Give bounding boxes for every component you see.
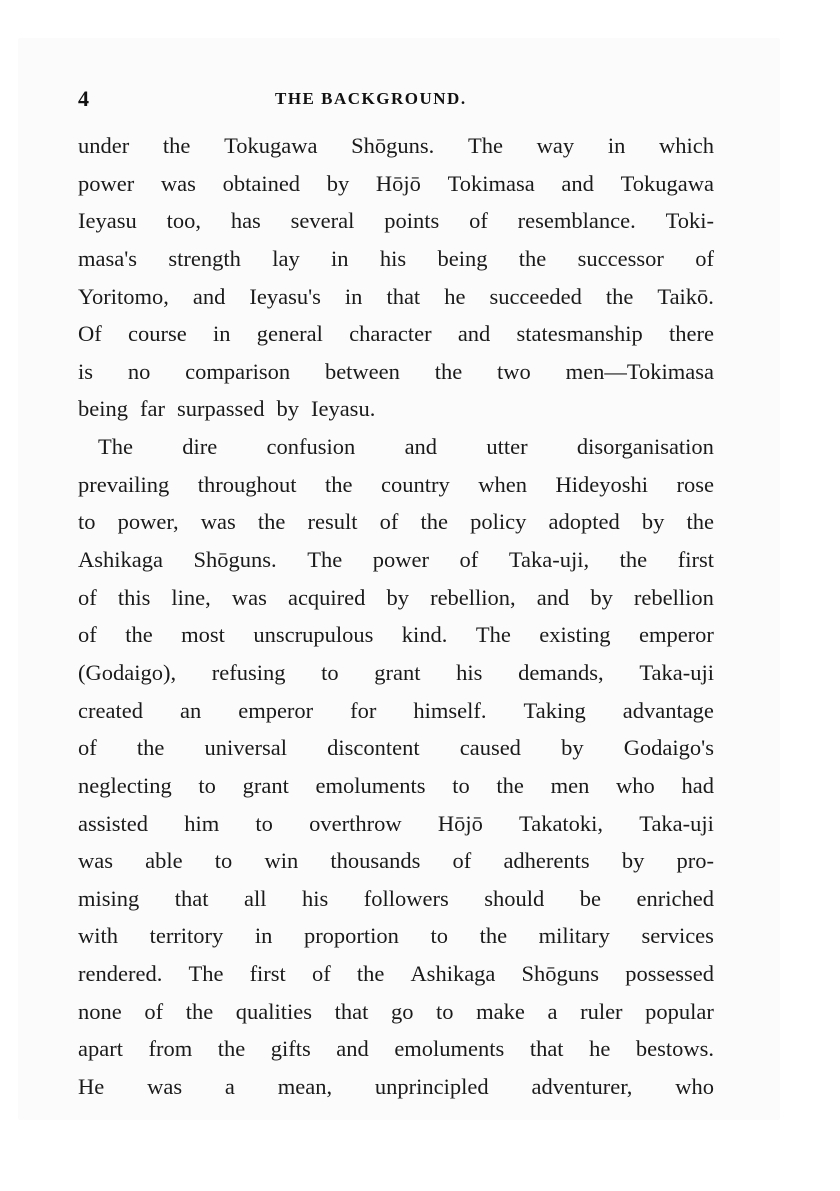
- word: rebellion,: [430, 584, 516, 610]
- word: and: [336, 1036, 369, 1062]
- word: by: [326, 170, 350, 196]
- word: apart: [78, 1036, 123, 1062]
- word: with: [78, 923, 119, 949]
- word: Taikō.: [657, 283, 714, 309]
- word: confusion: [266, 434, 356, 460]
- word: resemblance.: [517, 208, 636, 234]
- word: the: [324, 471, 353, 497]
- word: general: [256, 321, 323, 347]
- word: mean,: [277, 1074, 333, 1100]
- word: comparison: [185, 358, 291, 384]
- word: enriched: [636, 885, 714, 911]
- word: Of: [78, 321, 102, 347]
- running-head: [0, 82, 840, 116]
- text-line-24: [78, 993, 714, 1031]
- text-line-26: [78, 1068, 714, 1106]
- word: of: [452, 848, 472, 874]
- word: his: [302, 885, 329, 911]
- word: to: [198, 772, 216, 798]
- word: emoluments: [315, 772, 426, 798]
- word: emoluments: [394, 1036, 505, 1062]
- word: to: [214, 848, 233, 874]
- word: by: [276, 396, 299, 422]
- text-line-25: [78, 1030, 714, 1068]
- word: and: [192, 283, 226, 309]
- word: in: [331, 245, 349, 271]
- word: and: [457, 321, 491, 347]
- word: Hōjō: [375, 170, 421, 196]
- text-line-12: [78, 541, 714, 579]
- word: the: [185, 998, 214, 1024]
- word: power: [372, 547, 429, 573]
- word: rendered.: [78, 961, 163, 987]
- word: Yoritomo,: [78, 283, 169, 309]
- word: was: [200, 509, 236, 535]
- word: which: [659, 133, 714, 158]
- word: was: [160, 170, 196, 196]
- word: should: [484, 885, 545, 911]
- word: emperor: [638, 622, 714, 648]
- word: his: [456, 659, 483, 685]
- word: proportion: [303, 923, 399, 949]
- text-line-9: [78, 428, 714, 466]
- word: and: [561, 170, 594, 196]
- word: his: [379, 245, 407, 271]
- word: of: [459, 547, 479, 573]
- word: that: [174, 885, 209, 911]
- word: make: [476, 998, 525, 1024]
- text-line-3: [78, 202, 714, 240]
- word: and: [404, 434, 438, 460]
- word: in: [254, 923, 273, 949]
- word: adherents: [503, 848, 590, 874]
- word: utter: [486, 434, 528, 460]
- word: power,: [117, 509, 179, 535]
- word: refusing: [211, 659, 286, 685]
- word: emperor: [238, 697, 314, 723]
- word: an: [179, 697, 202, 723]
- word: Shōguns.: [193, 547, 277, 573]
- word: points: [384, 208, 440, 234]
- word: of: [78, 735, 97, 761]
- text-line-21: [78, 880, 714, 918]
- word: men: [550, 772, 590, 798]
- word: being: [437, 245, 488, 271]
- word: to: [255, 810, 273, 836]
- word: a: [547, 998, 558, 1024]
- word: to: [78, 509, 96, 535]
- word: overthrow: [309, 810, 402, 836]
- word: the: [162, 133, 191, 158]
- word: qualities: [235, 998, 313, 1024]
- page-number: 4: [78, 86, 89, 111]
- word: him: [184, 810, 220, 836]
- word: of: [78, 622, 97, 648]
- word: the: [217, 1036, 246, 1062]
- word: power: [78, 170, 135, 196]
- word: of: [469, 208, 488, 234]
- word: Ashikaga: [78, 547, 163, 573]
- word: of: [379, 509, 399, 535]
- word: unprincipled: [374, 1074, 489, 1100]
- word: grant: [374, 659, 421, 685]
- word: of: [695, 245, 714, 271]
- text-line-5: [78, 278, 714, 316]
- word: created: [78, 697, 143, 723]
- word: assisted: [78, 810, 148, 836]
- word: himself.: [413, 697, 487, 723]
- word: succeeded: [489, 283, 582, 309]
- word: from: [148, 1036, 193, 1062]
- word: Hideyoshi: [555, 471, 648, 497]
- word: strength: [168, 245, 241, 271]
- word: the: [686, 509, 714, 535]
- word: thousands: [330, 848, 421, 874]
- word: by: [561, 735, 584, 761]
- word: Godaigo's: [623, 735, 714, 761]
- word: several: [290, 208, 355, 234]
- word: The: [467, 133, 503, 158]
- word: The: [307, 547, 343, 573]
- word: of: [78, 584, 97, 610]
- word: popular: [645, 998, 714, 1024]
- text-line-17: [78, 729, 714, 767]
- text-line-1: [78, 127, 714, 165]
- word: kind.: [401, 622, 448, 648]
- word: rose: [676, 471, 714, 497]
- word: and: [536, 584, 570, 610]
- word: Shōguns.: [351, 133, 435, 158]
- text-line-2: [78, 165, 714, 203]
- text-line-23: [78, 955, 714, 993]
- word: able: [145, 848, 183, 874]
- word: had: [681, 772, 714, 798]
- word: Tokugawa: [620, 170, 714, 196]
- word: by: [641, 509, 665, 535]
- word: has: [230, 208, 261, 234]
- word: policy: [470, 509, 527, 535]
- word: for: [350, 697, 377, 723]
- word: character: [349, 321, 432, 347]
- word: military: [538, 923, 610, 949]
- word: two: [497, 358, 531, 384]
- word: too,: [166, 208, 201, 234]
- word: surpassed: [176, 396, 265, 422]
- word: masa's: [78, 245, 138, 271]
- word: of: [311, 961, 331, 987]
- text-line-14: [78, 616, 714, 654]
- word: men—Tokimasa: [565, 358, 714, 384]
- word: Takatoki,: [519, 810, 604, 836]
- word: he: [444, 283, 466, 309]
- word: the: [434, 358, 463, 384]
- word: the: [257, 509, 286, 535]
- word: a: [224, 1074, 235, 1100]
- word: between: [324, 358, 400, 384]
- word: Ieyasu: [78, 208, 137, 234]
- text-line-4: [78, 240, 714, 278]
- text-line-8: [78, 390, 714, 428]
- word: grant: [242, 772, 289, 798]
- text-line-13: [78, 579, 714, 617]
- word: mising: [78, 885, 140, 911]
- word: first: [677, 547, 714, 573]
- word: Taka-uji: [639, 659, 714, 685]
- word: the: [420, 509, 448, 535]
- word: He: [78, 1074, 105, 1100]
- word: by: [590, 584, 613, 610]
- word: obtained: [222, 170, 301, 196]
- word: most: [181, 622, 225, 648]
- word: the: [496, 772, 524, 798]
- word: far: [140, 396, 165, 422]
- word: under: [78, 133, 130, 158]
- text-line-16: [78, 692, 714, 730]
- text-line-20: [78, 842, 714, 880]
- word: adventurer,: [531, 1074, 633, 1100]
- word: existing: [539, 622, 611, 648]
- word: followers: [363, 885, 449, 911]
- word: territory: [149, 923, 224, 949]
- word: who: [675, 1074, 714, 1100]
- word: was: [78, 848, 113, 874]
- word: The: [98, 434, 133, 460]
- word: the: [356, 961, 385, 987]
- word: lay: [272, 245, 300, 271]
- word: (Godaigo),: [78, 659, 177, 685]
- word: none: [78, 998, 122, 1024]
- word: acquired: [287, 584, 366, 610]
- word: the: [619, 547, 648, 573]
- word: Shōguns: [521, 961, 600, 987]
- word: country: [380, 471, 450, 497]
- word: when: [478, 471, 527, 497]
- word: Tokimasa: [447, 170, 535, 196]
- word: caused: [459, 735, 521, 761]
- word: who: [616, 772, 655, 798]
- word: by: [386, 584, 409, 610]
- word: Tokugawa: [224, 133, 318, 158]
- word: Taka-uji,: [508, 547, 590, 573]
- word: bestows.: [635, 1036, 714, 1062]
- word: Taka-uji: [639, 810, 714, 836]
- word: in: [212, 321, 231, 347]
- word: he: [589, 1036, 611, 1062]
- word: being: [78, 396, 128, 422]
- word: adopted: [548, 509, 620, 535]
- word: Toki-: [665, 208, 714, 234]
- word: universal: [204, 735, 287, 761]
- word: dire: [182, 434, 218, 460]
- word: Taking: [523, 697, 586, 723]
- word: is: [78, 358, 94, 384]
- text-line-19: [78, 805, 714, 843]
- text-line-15: [78, 654, 714, 692]
- word: go: [390, 998, 414, 1024]
- word: that: [386, 283, 421, 309]
- text-line-6: [78, 315, 714, 353]
- text-line-11: [78, 503, 714, 541]
- word: possessed: [625, 961, 714, 987]
- word: The: [188, 961, 224, 987]
- word: advantage: [622, 697, 714, 723]
- running-title: THE BACKGROUND.: [275, 89, 467, 108]
- word: be: [579, 885, 602, 911]
- word: was: [231, 584, 267, 610]
- word: Ashikaga: [410, 961, 496, 987]
- word: to: [452, 772, 470, 798]
- word: successor: [577, 245, 664, 271]
- word: there: [669, 321, 714, 347]
- word: the: [518, 245, 547, 271]
- word: throughout: [197, 471, 297, 497]
- word: Ieyasu.: [310, 396, 376, 422]
- word: prevailing: [78, 471, 170, 497]
- word: Ieyasu's: [249, 283, 321, 309]
- word: to: [436, 998, 454, 1024]
- word: course: [127, 321, 187, 347]
- word: of: [144, 998, 164, 1024]
- word: line,: [171, 584, 211, 610]
- text-line-18: [78, 767, 714, 805]
- word: no: [127, 358, 151, 384]
- word: the: [479, 923, 508, 949]
- word: first: [249, 961, 286, 987]
- word: statesmanship: [516, 321, 643, 347]
- word: services: [641, 923, 714, 949]
- word: rebellion: [633, 584, 714, 610]
- word: was: [147, 1074, 183, 1100]
- word: way: [536, 133, 575, 158]
- word: in: [607, 133, 626, 158]
- word: neglecting: [78, 772, 172, 798]
- word: result: [307, 509, 358, 535]
- word: unscrupulous: [253, 622, 374, 648]
- text-line-10: [78, 466, 714, 504]
- word: The: [475, 622, 511, 648]
- word: disorganisation: [576, 434, 714, 460]
- word: discontent: [327, 735, 420, 761]
- word: all: [244, 885, 267, 911]
- word: Hōjō: [437, 810, 483, 836]
- word: to: [321, 659, 339, 685]
- word: the: [605, 283, 634, 309]
- word: in: [344, 283, 363, 309]
- word: pro-: [676, 848, 714, 874]
- word: the: [136, 735, 165, 761]
- word: to: [430, 923, 449, 949]
- word: this: [117, 584, 151, 610]
- word: gifts: [270, 1036, 311, 1062]
- text-line-7: [78, 353, 714, 391]
- word: by: [621, 848, 645, 874]
- body-text: [78, 127, 714, 1106]
- word: demands,: [518, 659, 604, 685]
- text-line-22: [78, 917, 714, 955]
- word: that: [334, 998, 369, 1024]
- word: ruler: [580, 998, 623, 1024]
- word: that: [529, 1036, 564, 1062]
- word: win: [264, 848, 299, 874]
- word: the: [125, 622, 153, 648]
